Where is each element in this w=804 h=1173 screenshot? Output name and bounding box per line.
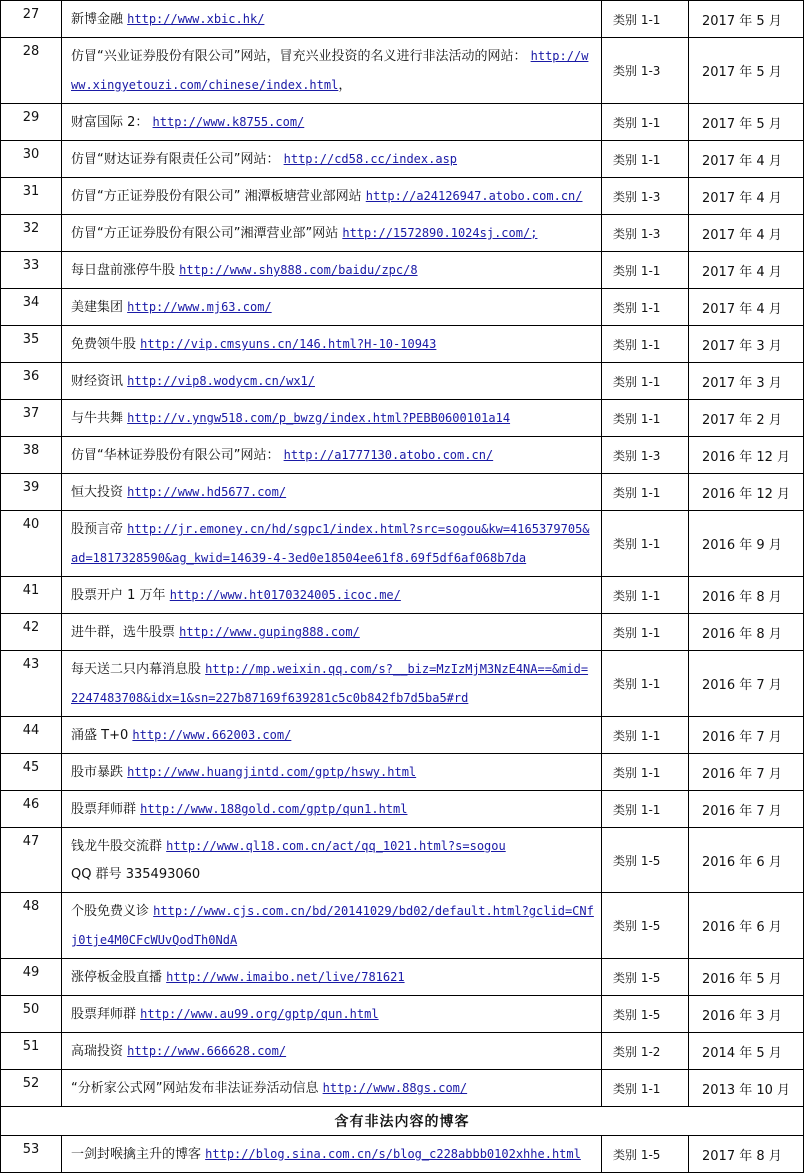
site-name: 新博金融 [71,12,124,27]
row-description [62,717,602,754]
date: 2017 年 4 月 [689,215,804,252]
table-row [1,474,804,511]
site-url-link[interactable]: http://www.imaibo.net/live/781621 [166,970,405,984]
site-url-link[interactable]: http://v.yngw518.com/p_bwzg/index.html?PEBB0600101a14 [127,411,511,425]
date: 2017 年 5 月 [689,104,804,141]
category: 类别 1-1 [602,1,689,38]
category: 类别 1-1 [602,791,689,828]
site-url-link[interactable]: http://www.guping888.com/ [179,625,360,639]
row-number: 50 [1,996,62,1033]
site-name: 财富国际 2： [71,115,149,130]
site-url-link[interactable]: http://www.mj63.com/ [127,300,272,314]
row-number: 49 [1,959,62,996]
date: 2017 年 4 月 [689,178,804,215]
row-description [62,474,602,511]
category: 类别 1-1 [602,400,689,437]
category: 类别 1-1 [602,717,689,754]
site-url-link[interactable]: http://vip.cmsyuns.cn/146.html?H-10-10943 [140,337,437,351]
site-name: “分析家公式网”网站发布非法证券活动信息 [71,1081,319,1096]
section-row [1,1107,804,1136]
qq-group-number: QQ 群号 335493060 [71,867,201,882]
site-url-link[interactable]: http://www.ql18.com.cn/act/qq_1021.html?s=sogou [166,839,506,853]
site-url-link[interactable]: http://www.662003.com/ [132,728,292,742]
date: 2017 年 3 月 [689,326,804,363]
site-name: 股预言帝 [71,522,124,537]
table-row [1,141,804,178]
row-number: 42 [1,614,62,651]
row-number: 35 [1,326,62,363]
site-name: 恒大投资 [71,485,124,500]
row-description [62,215,602,252]
site-url-link[interactable]: http://www.ht0170324005.icoc.me/ [169,588,401,602]
table-row [1,717,804,754]
category: 类别 1-5 [602,1136,689,1173]
table-row [1,511,804,577]
site-name: 美建集团 [71,300,124,315]
row-description [62,511,602,577]
date: 2017 年 2 月 [689,400,804,437]
table-row [1,577,804,614]
row-number: 39 [1,474,62,511]
table-row [1,178,804,215]
site-name: 仿冒“财达证券有限责任公司”网站： [71,152,280,167]
table-row [1,1,804,38]
site-name: 仿冒“华林证券股份有限公司”网站： [71,448,280,463]
site-url-link[interactable]: http://www.hd5677.com/ [127,485,287,499]
category: 类别 1-1 [602,614,689,651]
row-description [62,178,602,215]
row-number: 29 [1,104,62,141]
site-name: 每天送二只内幕消息股 [71,662,202,677]
row-description [62,252,602,289]
category: 类别 1-1 [602,104,689,141]
category: 类别 1-1 [602,651,689,717]
category: 类别 1-1 [602,141,689,178]
row-number: 30 [1,141,62,178]
category: 类别 1-3 [602,38,689,104]
table-row [1,1136,804,1173]
table-row [1,1070,804,1107]
row-number: 48 [1,893,62,959]
row-number: 46 [1,791,62,828]
category: 类别 1-2 [602,1033,689,1070]
table-row [1,651,804,717]
row-number: 44 [1,717,62,754]
site-name: 仿冒“兴业证券股份有限公司”网站，冒充兴业投资的名义进行非法活动的网站： [71,49,527,64]
row-description [62,893,602,959]
date: 2016 年 6 月 [689,828,804,893]
site-url-link[interactable]: http://www.au99.org/gptp/qun.html [140,1007,379,1021]
table-row [1,289,804,326]
site-url-link[interactable]: http://www.huangjintd.com/gptp/hswy.html [127,765,417,779]
site-name: 一剑封喉擒主升的博客 [71,1147,202,1162]
table-row [1,791,804,828]
site-name: 股票开户 1 万年 [71,588,166,603]
table-row [1,754,804,791]
table-row [1,252,804,289]
date: 2017 年 8 月 [689,1136,804,1173]
date: 2016 年 12 月 [689,437,804,474]
table-row [1,400,804,437]
row-description [62,141,602,178]
site-url-link[interactable]: http://www.k8755.com/ [152,115,305,129]
site-url-link[interactable]: http://1572890.1024sj.com/; [342,226,538,240]
category: 类别 1-1 [602,252,689,289]
table-body [1,1,804,1173]
site-name: 进牛群，选牛股票 [71,625,176,640]
row-number: 33 [1,252,62,289]
row-description [62,326,602,363]
row-description [62,38,602,104]
site-url-link[interactable]: http://mp.weixin.qq.com/s?__biz=MzIzMjM3NzE4NA==&mid=2247483708&idx=1&sn=227b87169f639281c5c0b842fb7d5ba5#rd [71,662,589,705]
site-name: 高瑞投资 [71,1044,124,1059]
site-name: 涌盛 T+0 [71,728,129,743]
date: 2016 年 6 月 [689,893,804,959]
row-description [62,577,602,614]
date: 2016 年 8 月 [689,577,804,614]
site-name: 股票拜师群 [71,1007,137,1022]
table-row [1,1033,804,1070]
table-row [1,893,804,959]
row-number: 27 [1,1,62,38]
row-number: 38 [1,437,62,474]
category: 类别 1-1 [602,511,689,577]
site-url-link[interactable]: http://a1777130.atobo.com.cn/ [283,448,494,462]
row-number: 47 [1,828,62,893]
row-description [62,104,602,141]
date: 2017 年 4 月 [689,289,804,326]
site-url-link[interactable]: http://cd58.cc/index.asp [283,152,458,166]
row-description [62,754,602,791]
site-url-link[interactable]: http://www.xingyetouzi.com/chinese/index.html [71,49,589,92]
date: 2016 年 7 月 [689,651,804,717]
site-name: 股票拜师群 [71,802,137,817]
date: 2014 年 5 月 [689,1033,804,1070]
table-row [1,828,804,893]
category: 类别 1-3 [602,178,689,215]
category: 类别 1-1 [602,289,689,326]
punctuation: ， [338,78,352,93]
category: 类别 1-5 [602,893,689,959]
category: 类别 1-3 [602,437,689,474]
section-heading: 含有非法内容的博客 [1,1107,804,1136]
row-number: 43 [1,651,62,717]
date: 2017 年 5 月 [689,38,804,104]
category: 类别 1-1 [602,326,689,363]
date: 2016 年 3 月 [689,996,804,1033]
table-row [1,104,804,141]
row-description [62,791,602,828]
row-number: 36 [1,363,62,400]
row-number: 34 [1,289,62,326]
site-name: 钱龙牛股交流群 [71,839,163,854]
date: 2016 年 5 月 [689,959,804,996]
row-number: 53 [1,1136,62,1173]
date: 2013 年 10 月 [689,1070,804,1107]
site-url-link[interactable]: http://vip8.wodycm.cn/wx1/ [127,374,315,388]
row-number: 45 [1,754,62,791]
category: 类别 1-1 [602,474,689,511]
row-number: 31 [1,178,62,215]
date: 2017 年 5 月 [689,1,804,38]
row-description [62,959,602,996]
site-url-link[interactable]: http://www.cjs.com.cn/bd/20141029/bd02/default.html?gclid=CNfj0tje4M0CFcWUvQodTh0NdA [71,904,594,947]
table-row [1,996,804,1033]
row-description [62,1136,602,1173]
row-number: 41 [1,577,62,614]
category: 类别 1-5 [602,959,689,996]
date: 2016 年 12 月 [689,474,804,511]
row-description [62,363,602,400]
site-name: 股市暴跌 [71,765,124,780]
date: 2016 年 7 月 [689,717,804,754]
site-name: 仿冒“方正证券股份有限公司” 湘潭板塘营业部网站 [71,189,362,204]
site-url-link[interactable]: http://blog.sina.com.cn/s/blog_c228abbb0102xhhe.html [205,1147,581,1161]
row-description [62,437,602,474]
site-name: 与牛共舞 [71,411,124,426]
row-description [62,1,602,38]
site-url-link[interactable]: http://jr.emoney.cn/hd/sgpc1/index.html?src=sogou&kw=4165379705&ad=1817328590&ag_kwid=14639-4-3ed0e18504ee61f8.69f5df6af068b7da [71,522,590,565]
category: 类别 1-5 [602,996,689,1033]
site-name: 仿冒“方正证券股份有限公司”湘潭营业部”网站 [71,226,339,241]
table-row [1,363,804,400]
table-row [1,38,804,104]
row-number: 32 [1,215,62,252]
site-name: 免费领牛股 [71,337,137,352]
category: 类别 1-1 [602,363,689,400]
site-url-link[interactable]: http://a24126947.atobo.com.cn/ [365,189,583,203]
category: 类别 1-5 [602,828,689,893]
date: 2016 年 9 月 [689,511,804,577]
category: 类别 1-1 [602,577,689,614]
table-row [1,959,804,996]
row-number: 40 [1,511,62,577]
site-name: 个股免费义诊 [71,904,150,919]
row-number: 28 [1,38,62,104]
row-description [62,1033,602,1070]
row-number: 51 [1,1033,62,1070]
site-name: 每日盘前涨停牛股 [71,263,176,278]
row-number: 37 [1,400,62,437]
site-url-link[interactable]: http://www.666628.com/ [127,1044,287,1058]
table-row [1,215,804,252]
date: 2016 年 7 月 [689,754,804,791]
site-url-link[interactable]: http://www.xbic.hk/ [127,12,265,26]
row-description [62,400,602,437]
category: 类别 1-3 [602,215,689,252]
site-url-link[interactable]: http://www.188gold.com/gptp/qun1.html [140,802,408,816]
row-description [62,1070,602,1107]
site-url-link[interactable]: http://www.88gs.com/ [322,1081,468,1095]
date: 2016 年 7 月 [689,791,804,828]
date: 2017 年 3 月 [689,363,804,400]
row-description [62,651,602,717]
site-name: 财经资讯 [71,374,124,389]
row-number: 52 [1,1070,62,1107]
site-name: 涨停板金股直播 [71,970,163,985]
row-description [62,996,602,1033]
category: 类别 1-1 [602,754,689,791]
row-description [62,828,602,893]
date: 2016 年 8 月 [689,614,804,651]
table-row [1,614,804,651]
row-description [62,614,602,651]
table-row [1,326,804,363]
row-description [62,289,602,326]
site-url-link[interactable]: http://www.shy888.com/baidu/zpc/8 [179,263,418,277]
date: 2017 年 4 月 [689,252,804,289]
table-row [1,437,804,474]
category: 类别 1-1 [602,1070,689,1107]
date: 2017 年 4 月 [689,141,804,178]
